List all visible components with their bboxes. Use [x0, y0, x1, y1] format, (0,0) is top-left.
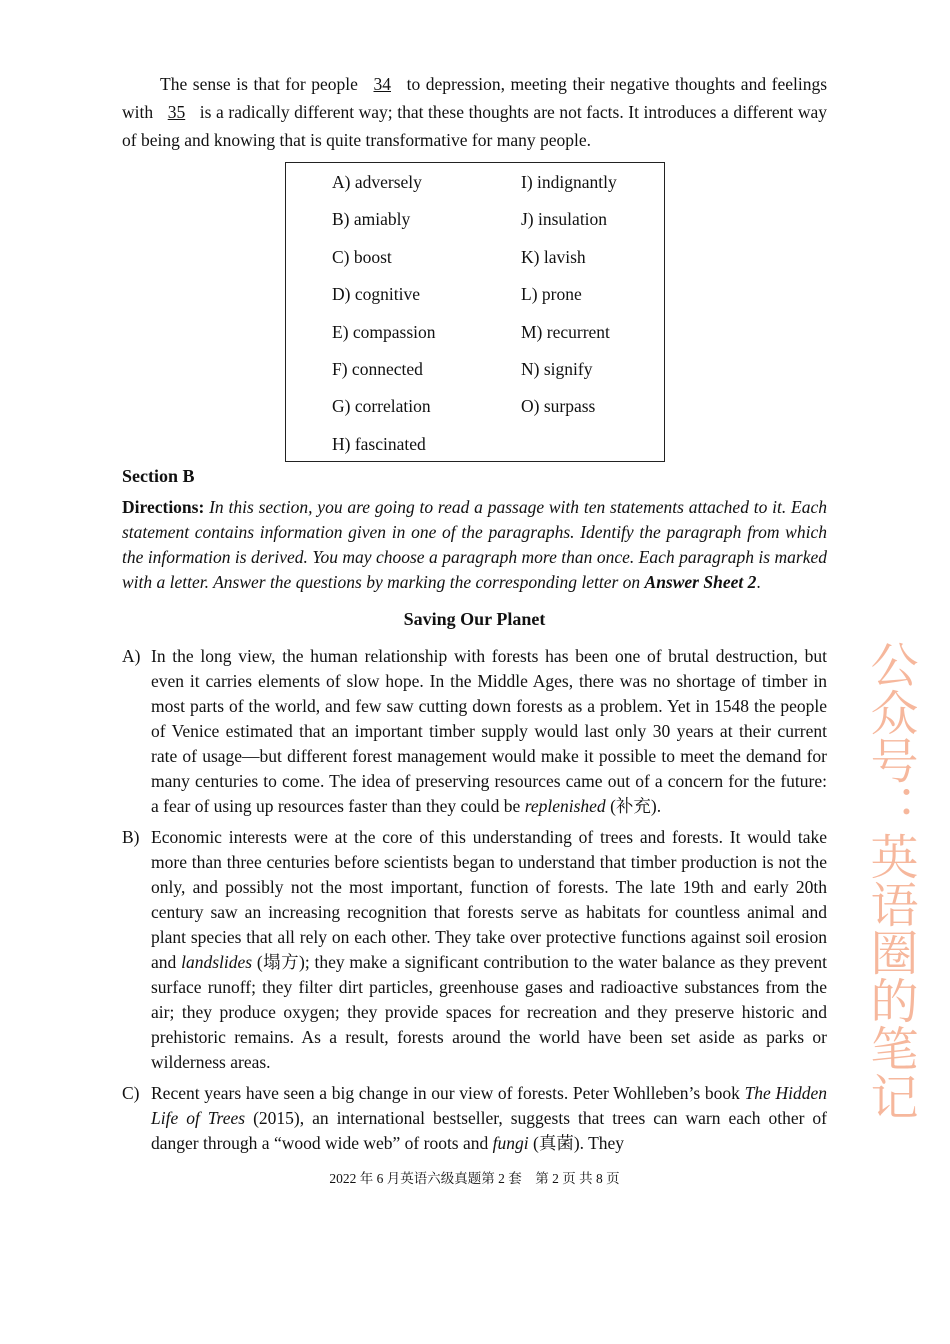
word-option: C) boost: [332, 246, 392, 267]
directions-label: Directions:: [122, 497, 205, 517]
word-option: F) connected: [332, 359, 423, 379]
paragraph-text: (补充).: [610, 796, 662, 816]
word-option: N) signify: [521, 359, 593, 379]
word-option: A) adversely: [332, 172, 422, 192]
word-option: O) surpass: [521, 396, 596, 417]
word-option: B) amiably: [332, 209, 411, 230]
word-option: M) recurrent: [521, 321, 610, 342]
word-option: I) indignantly: [521, 172, 617, 192]
paragraph-text: (真菌). They: [533, 1133, 625, 1153]
intro-text: to depression, meeting their negative thoughts and feelings with: [122, 74, 828, 122]
page-column: [122, 70, 827, 1188]
intro-text: is a radically different way; that these thoughts are not facts. It introduces a different way of being and knowing that is quite transformative for many people.: [122, 102, 828, 150]
word-option: G) correlation: [332, 396, 431, 417]
paragraph-text: In the long view, the human relationship with forests has been one of brutal destruction, but even it carries elements of slow hope. In the Middle Ages, there was no shortage of timber in most parts of the world, and few saw cutting down forests as a problem. Yet in 1548 the people of Venice estimated that an important timber supply would last only 30 years at their current rate of usage—but different forest management would make it possible to meet the demand for many centuries to come. The idea of preserving resources came out of a concern for the future: a fear of using up resources faster than they could be: [151, 646, 827, 816]
directions: [122, 495, 827, 595]
paragraph-text: Recent years have seen a big change in our view of forests. Peter Wohlleben’s book: [151, 1083, 740, 1103]
section-heading: Section B: [122, 466, 195, 486]
page-footer: 2022 年 6 月英语六级真题第 2 套 第 2 页 共 8 页: [329, 1171, 620, 1186]
word-bank: [285, 162, 665, 462]
directions-text: In this section, you are going to read a passage with ten statements attached to it. Each statement contains information given in one of the paragraphs. Identify the paragraph from which the information is derived. You may choose a paragraph more than once. Each paragraph is marked with a letter. Answer the questions by marking the corresponding letter on: [122, 497, 828, 592]
italic-term: replenished: [524, 796, 606, 816]
period: .: [756, 572, 761, 592]
blank-35: 35: [167, 102, 186, 122]
paragraph-label: B): [122, 827, 140, 847]
word-option: D) cognitive: [332, 284, 420, 305]
italic-term: landslides: [181, 952, 253, 972]
passage-title: Saving Our Planet: [403, 609, 546, 629]
paragraph-c: [122, 1081, 827, 1156]
paragraph-b: [122, 825, 827, 1075]
italic-term: The Hidden Life of Trees: [151, 1083, 827, 1128]
paragraph-text: Economic interests were at the core of this understanding of trees and forests. It would take more than three centuries before scientists began to understand that timber production is not the only, and possibly not the most important, function of forests. The late 19th and early 20th century saw an increasing recognition that forests serve as habitats for countless animal and plant species that all rely on each other. They take over protective functions against soil erosion and: [151, 827, 827, 972]
paragraph-label: C): [122, 1083, 140, 1103]
paragraph-a: [122, 644, 827, 819]
word-option: H) fascinated: [332, 433, 426, 454]
paragraph-label: A): [122, 646, 141, 666]
word-option: E) compassion: [332, 321, 436, 342]
intro-paragraph: [122, 70, 827, 154]
paragraph-text: (塌方); they make a significant contribution to the water balance as they prevent surface runoff; they filter dirt particles, greenhouse gases and radioactive substances from the air; they produce oxygen; they provide spaces for recreation and they preserve historic and prehistoric remains. As a result, forests around the world have been set aside as parks or wilderness areas.: [151, 952, 828, 1072]
blank-34: 34: [373, 74, 391, 94]
watermark: 公众号：英语圈的笔记: [862, 640, 918, 1120]
word-option: L) prone: [521, 284, 582, 305]
word-option: K) lavish: [521, 246, 586, 267]
italic-term: fungi: [492, 1133, 529, 1153]
intro-text: The sense is that for people: [160, 74, 358, 94]
word-option: J) insulation: [521, 209, 608, 230]
answer-sheet: Answer Sheet 2: [644, 572, 757, 592]
paragraph-text: (2015), an international bestseller, suggests that trees can warn each other of danger through a “wood wide web” of roots and: [151, 1108, 828, 1153]
